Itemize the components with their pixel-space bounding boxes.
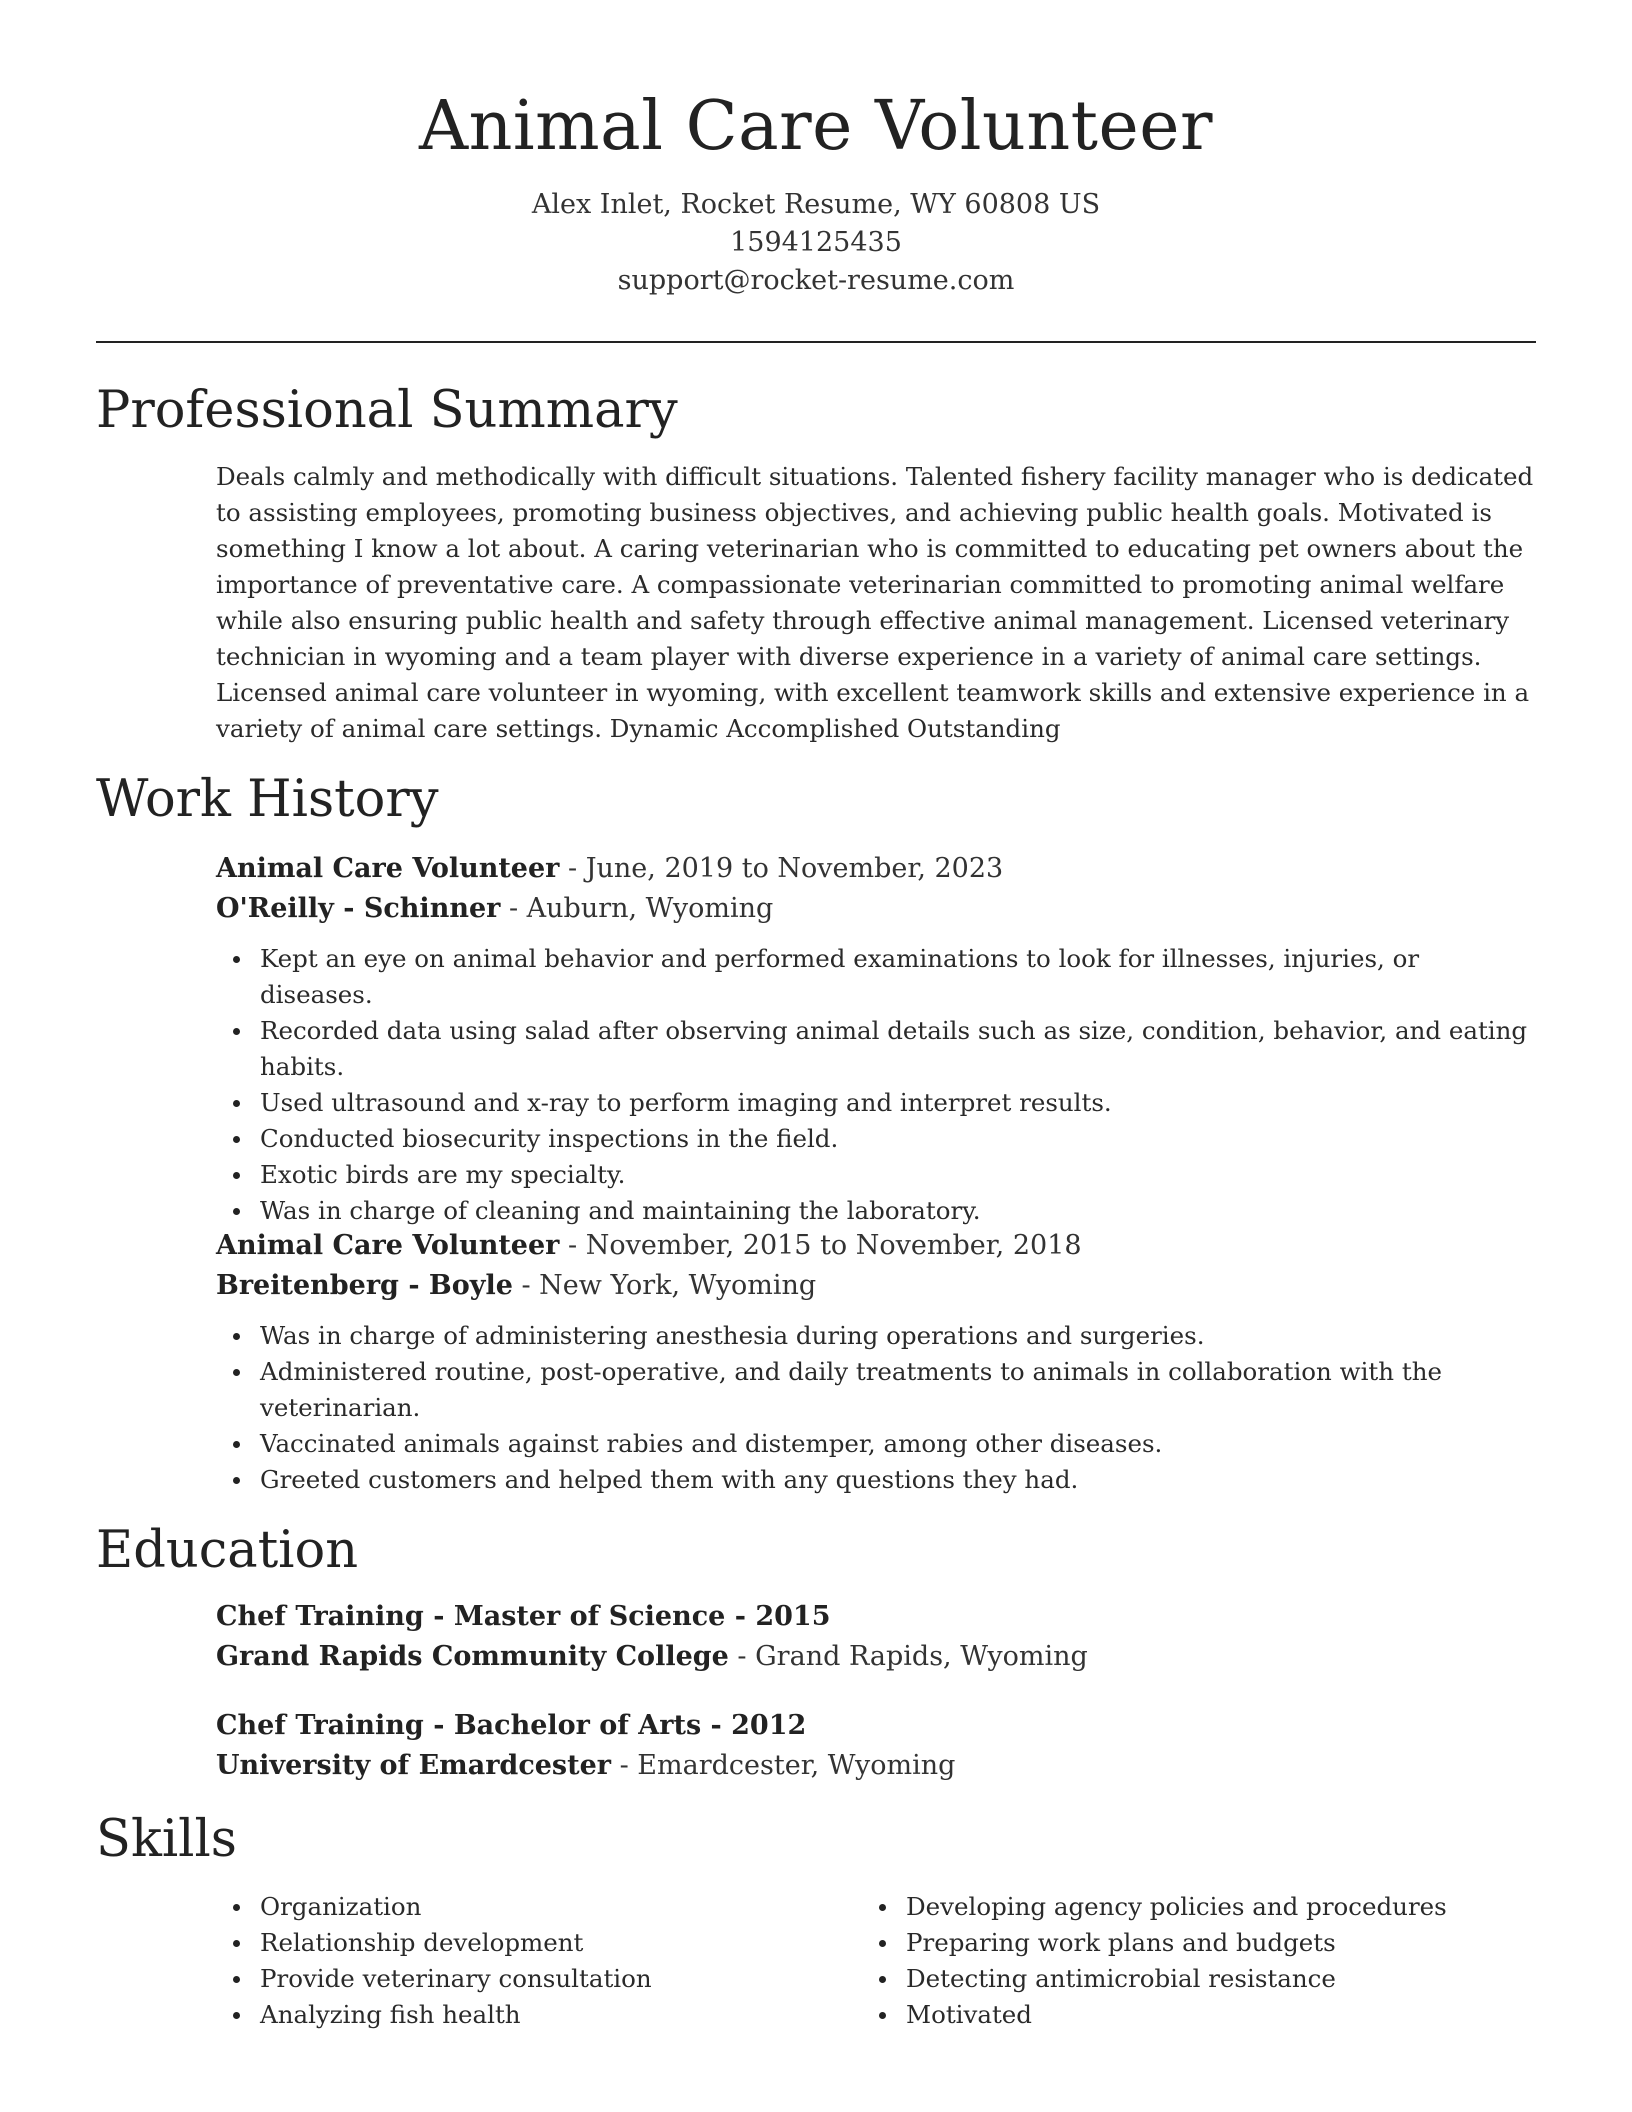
education-school-line — [216, 1637, 1538, 1677]
education-degree: Chef Training - Master of Science - 2015 — [216, 1601, 831, 1632]
list-item: Used ultrasound and x-ray to perform imaging and interpret results. — [216, 1085, 1538, 1121]
skills-column-left — [216, 1889, 836, 2033]
job-company: O'Reilly - Schinner — [216, 893, 501, 924]
skill-item: Provide veterinary consultation — [216, 1961, 836, 1997]
education-degree-line — [216, 1597, 1538, 1637]
education-degree: Chef Training - Bachelor of Arts - 2012 — [216, 1710, 807, 1741]
list-item: Was in charge of cleaning and maintaining the laboratory. — [216, 1193, 1538, 1229]
job-dates: - November, 2015 to November, 2018 — [559, 1230, 1082, 1261]
education-school-line — [216, 1746, 1538, 1786]
job-bullets — [216, 1318, 1538, 1498]
job-title-line — [216, 1226, 1538, 1266]
education-location: - Grand Rapids, Wyoming — [728, 1641, 1088, 1672]
resume-header — [0, 0, 1632, 300]
skills-column-right — [862, 1889, 1482, 2033]
skill-item: Preparing work plans and budgets — [862, 1925, 1482, 1961]
list-item: Kept an eye on animal behavior and performed examinations to look for illnesses, injuries, or diseases. — [216, 941, 1538, 1013]
job-role: Animal Care Volunteer — [216, 1230, 560, 1261]
job-role: Animal Care Volunteer — [216, 853, 560, 884]
section-title-summary: Professional Summary — [96, 381, 678, 440]
job-title-line — [216, 849, 1538, 889]
skill-item: Organization — [216, 1889, 836, 1925]
education-degree-line — [216, 1706, 1538, 1746]
list-item: Recorded data using salad after observing animal details such as size, condition, behavior, and eating habits. — [216, 1013, 1538, 1085]
header-divider — [96, 341, 1536, 343]
job-company-line — [216, 889, 1538, 929]
education-location: - Emardcester, Wyoming — [611, 1750, 956, 1781]
skills-list-right — [862, 1889, 1482, 2033]
section-title-skills: Skills — [96, 1810, 237, 1869]
job-bullets — [216, 941, 1538, 1229]
skill-item: Detecting antimicrobial resistance — [862, 1961, 1482, 1997]
skills-list-left — [216, 1889, 836, 2033]
list-item: Exotic birds are my specialty. — [216, 1157, 1538, 1193]
section-title-work-history: Work History — [96, 770, 439, 829]
section-title-education: Education — [96, 1521, 359, 1580]
job-entry — [216, 1226, 1538, 1498]
education-entry — [216, 1706, 1538, 1786]
job-location: - New York, Wyoming — [512, 1270, 817, 1301]
list-item: Vaccinated animals against rabies and distemper, among other diseases. — [216, 1426, 1538, 1462]
job-entry — [216, 849, 1538, 1229]
job-company-line — [216, 1266, 1538, 1306]
job-location: - Auburn, Wyoming — [500, 893, 774, 924]
summary-text: Deals calmly and methodically with difficult situations. Talented fishery facility manager who is dedicated to assisting employees, promoting business objectives, and achieving public health goals. Motivated is something I know a lot about. A caring veterinarian who is committed to educating pet owners about the importance of preventative care. A compassionate veterinarian committed to promoting animal welfare while also ensuring public health and safety through effective animal management. Licensed veterinary technician in wyoming and a team player with diverse experience in a variety of animal care settings. Licensed animal care volunteer in wyoming, with excellent teamwork skills and extensive experience in a variety of animal care settings. Dynamic Accomplished Outstanding — [216, 462, 1534, 743]
contact-phone: 1594125435 — [730, 227, 902, 258]
education-entry — [216, 1597, 1538, 1677]
list-item: Greeted customers and helped them with any questions they had. — [216, 1462, 1538, 1498]
skill-item: Developing agency policies and procedures — [862, 1889, 1482, 1925]
skill-item: Motivated — [862, 1997, 1482, 2033]
education-school: Grand Rapids Community College — [216, 1641, 729, 1672]
candidate-name: Animal Care Volunteer — [419, 87, 1213, 166]
contact-address: Alex Inlet, Rocket Resume, WY 60808 US — [531, 189, 1101, 220]
list-item: Administered routine, post-operative, and daily treatments to animals in collaboration with the veterinarian. — [216, 1354, 1538, 1426]
summary-body — [216, 459, 1538, 747]
job-company: Breitenberg - Boyle — [216, 1270, 513, 1301]
job-dates: - June, 2019 to November, 2023 — [559, 853, 1004, 884]
skill-item: Relationship development — [216, 1925, 836, 1961]
contact-email: support@rocket-resume.com — [617, 265, 1015, 296]
education-school: University of Emardcester — [216, 1750, 612, 1781]
list-item: Was in charge of administering anesthesia during operations and surgeries. — [216, 1318, 1538, 1354]
skill-item: Analyzing fish health — [216, 1997, 836, 2033]
list-item: Conducted biosecurity inspections in the field. — [216, 1121, 1538, 1157]
